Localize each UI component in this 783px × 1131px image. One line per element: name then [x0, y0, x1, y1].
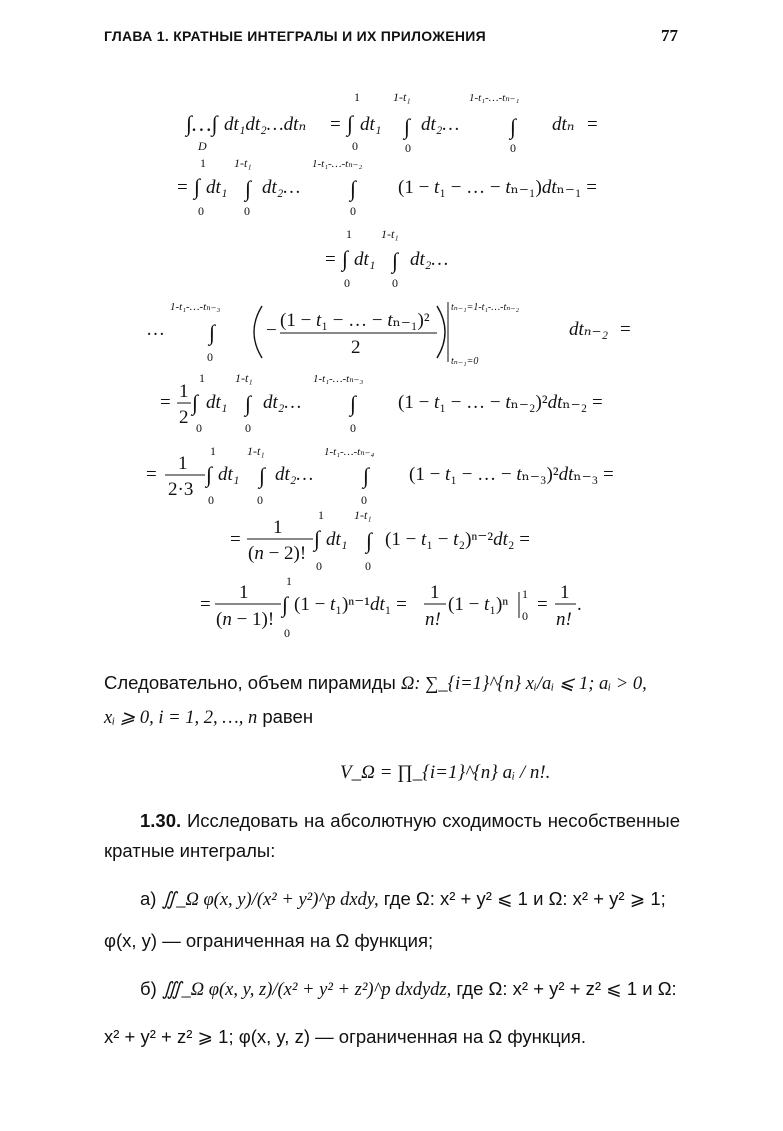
- conclusion-text-c: равен: [262, 706, 314, 727]
- problem-part-a: [104, 884, 680, 915]
- part-a-label: а): [140, 888, 157, 909]
- svg-text:0: 0: [405, 141, 411, 155]
- svg-text:0: 0: [208, 493, 214, 507]
- page-number: 77: [661, 26, 678, 45]
- svg-text:dt₁dt₂…dtₙ: dt₁dt₂…dtₙ: [224, 114, 307, 135]
- problem-part-b: [104, 974, 680, 1005]
- svg-text:dt₁: dt₁: [360, 114, 382, 135]
- svg-text:∫: ∫: [314, 526, 321, 551]
- svg-text:(1 − t₁ − … − tₙ₋₂)²dtₙ₋₂ =: (1 − t₁ − … − tₙ₋₂)²dtₙ₋₂ =: [398, 392, 603, 413]
- svg-text:2: 2: [351, 337, 361, 358]
- svg-text:(n − 1)!: (n − 1)!: [216, 609, 275, 630]
- svg-text:=: =: [325, 249, 336, 270]
- svg-text:1: 1: [318, 508, 324, 522]
- svg-text:tₙ₋₁=0: tₙ₋₁=0: [451, 356, 479, 367]
- svg-text:(1 − t₁)ⁿ: (1 − t₁)ⁿ: [448, 594, 509, 615]
- svg-text:dt₁: dt₁: [354, 249, 376, 270]
- derivation-line-1: [184, 90, 598, 155]
- svg-text:=: =: [587, 114, 598, 135]
- problem-statement: [104, 806, 680, 866]
- svg-text:n!: n!: [556, 609, 572, 630]
- svg-text:1: 1: [286, 574, 292, 588]
- svg-text:1-t₁: 1-t₁: [381, 227, 399, 241]
- svg-text:=: =: [330, 114, 341, 135]
- part-b-label: б): [140, 978, 157, 999]
- svg-text:∫: ∫: [350, 176, 357, 201]
- svg-text:1-t₁: 1-t₁: [235, 371, 253, 385]
- svg-text:1: 1: [239, 582, 249, 603]
- svg-text:dt₁: dt₁: [206, 177, 228, 198]
- svg-text:dt₁: dt₁: [326, 529, 348, 550]
- svg-text:dtₙ₋₂: dtₙ₋₂: [569, 319, 609, 340]
- svg-text:0: 0: [350, 421, 356, 435]
- svg-text:dt₂…: dt₂…: [262, 177, 301, 198]
- svg-text:0: 0: [361, 493, 367, 507]
- derivation-line-3: [325, 227, 448, 290]
- conclusion-text-a: Следовательно, объем пирамиды: [104, 672, 396, 693]
- svg-text:0: 0: [365, 559, 371, 573]
- svg-text:=: =: [537, 594, 548, 615]
- svg-text:∫: ∫: [245, 391, 252, 416]
- svg-text:∫: ∫: [245, 176, 252, 201]
- svg-text:1: 1: [200, 156, 206, 170]
- svg-text:∫: ∫: [404, 114, 411, 139]
- derivation-line-5: [160, 371, 603, 435]
- part-a-domain: где Ω: x² + y² ⩽ 1 и Ω: x² + y² ⩾ 1;: [383, 888, 666, 909]
- svg-text:1: 1: [273, 517, 283, 538]
- svg-text:dt₁: dt₁: [218, 464, 240, 485]
- svg-text:=: =: [146, 464, 157, 485]
- svg-text:2·3: 2·3: [168, 479, 194, 500]
- svg-text:0: 0: [350, 204, 356, 218]
- svg-text:0: 0: [257, 493, 263, 507]
- svg-text:dt₂…: dt₂…: [275, 464, 314, 485]
- svg-text:=: =: [620, 319, 631, 340]
- svg-text:1-t₁: 1-t₁: [393, 90, 411, 104]
- svg-text:∫: ∫: [363, 463, 370, 488]
- svg-text:dt₂…: dt₂…: [421, 114, 460, 135]
- svg-text:(1 − t₁ − … − tₙ₋₃)²dtₙ₋₃ =: (1 − t₁ − … − tₙ₋₃)²dtₙ₋₃ =: [409, 464, 614, 485]
- derivation-line-6: [146, 444, 614, 507]
- svg-text:1-t₁: 1-t₁: [247, 444, 265, 458]
- svg-text:1-t₁-…-tₙ₋₄: 1-t₁-…-tₙ₋₄: [324, 446, 375, 458]
- svg-text:1-t₁-…-tₙ₋₃: 1-t₁-…-tₙ₋₃: [170, 301, 221, 313]
- part-a-note: φ(x, y) — ограниченная на Ω функция;: [104, 930, 434, 951]
- svg-text:tₙ₋₁=1-t₁-…-tₙ₋₂: tₙ₋₁=1-t₁-…-tₙ₋₂: [451, 302, 520, 313]
- svg-text:(1 − t₁)ⁿ⁻¹dt₁ =: (1 − t₁)ⁿ⁻¹dt₁ =: [294, 594, 407, 615]
- svg-text:∫: ∫: [282, 592, 289, 617]
- conclusion-paragraph: [104, 668, 680, 699]
- svg-text:1: 1: [178, 453, 188, 474]
- pyramid-condition: Ω: ∑_{i=1}^{n} xᵢ/aᵢ ⩽ 1; aᵢ > 0,: [400, 674, 647, 694]
- derivation-line-4: [146, 301, 631, 367]
- svg-text:1: 1: [199, 371, 205, 385]
- svg-text:∫…∫: ∫…∫: [186, 111, 218, 136]
- svg-text:1: 1: [210, 444, 216, 458]
- svg-text:D: D: [198, 139, 207, 153]
- svg-text:0: 0: [245, 421, 251, 435]
- part-b-domain: где Ω: x² + y² + z² ⩽ 1 и Ω:: [456, 978, 677, 999]
- svg-text:1: 1: [560, 582, 570, 603]
- svg-text:2: 2: [179, 407, 189, 428]
- conclusion-text-b: xᵢ ⩾ 0, i = 1, 2, …, n: [104, 708, 258, 728]
- part-b-note: x² + y² + z² ⩾ 1; φ(x, y, z) — ограниченная на Ω функция.: [104, 1026, 587, 1047]
- svg-text:∫: ∫: [194, 174, 201, 199]
- svg-text:dt₁: dt₁: [206, 392, 228, 413]
- svg-text:−: −: [266, 320, 277, 341]
- svg-text:=: =: [200, 594, 211, 615]
- svg-text:dtₙ: dtₙ: [552, 114, 575, 135]
- svg-text:0: 0: [522, 609, 528, 623]
- svg-text:1-t₁: 1-t₁: [354, 508, 372, 522]
- svg-text:0: 0: [392, 276, 398, 290]
- svg-text:1: 1: [522, 587, 528, 601]
- svg-text:1: 1: [430, 582, 440, 603]
- svg-text:(1 − t₁ − … − tₙ₋₁)²: (1 − t₁ − … − tₙ₋₁)²: [280, 310, 430, 331]
- svg-text:=: =: [160, 392, 171, 413]
- problem-number: 1.30.: [140, 810, 182, 831]
- svg-text:(1 − t₁ − … − tₙ₋₁)dtₙ₋₁ =: (1 − t₁ − … − tₙ₋₁)dtₙ₋₁ =: [398, 177, 597, 198]
- svg-text:∫: ∫: [366, 528, 373, 553]
- svg-text:.: .: [577, 594, 582, 615]
- part-b-integral: ∭_Ω φ(x, y, z)/(x² + y² + z²)^p dxdydz,: [161, 980, 452, 1000]
- svg-text:1-t₁-…-tₙ₋₁: 1-t₁-…-tₙ₋₁: [469, 92, 520, 104]
- svg-text:=: =: [177, 177, 188, 198]
- svg-text:1: 1: [354, 90, 360, 104]
- svg-text:0: 0: [344, 276, 350, 290]
- svg-text:0: 0: [510, 141, 516, 155]
- svg-text:∫: ∫: [342, 246, 349, 271]
- svg-text:∫: ∫: [206, 462, 213, 487]
- svg-text:0: 0: [284, 626, 290, 640]
- svg-text:∫: ∫: [209, 320, 216, 345]
- svg-text:1: 1: [179, 381, 189, 402]
- svg-text:…: …: [146, 319, 165, 340]
- svg-text:∫: ∫: [347, 111, 354, 136]
- svg-text:∫: ∫: [510, 114, 517, 139]
- svg-text:∫: ∫: [192, 390, 199, 415]
- svg-text:0: 0: [352, 139, 358, 153]
- svg-text:0: 0: [244, 204, 250, 218]
- volume-formula: V_Ω = ∏_{i=1}^{n} aᵢ / n!.: [340, 762, 551, 783]
- problem-text: Исследовать на абсолютную сходимость несобственные кратные интегралы:: [104, 810, 681, 861]
- derivation-line-2: [177, 156, 597, 218]
- svg-text:0: 0: [207, 350, 213, 364]
- svg-text:dt₂…: dt₂…: [410, 249, 449, 270]
- chapter-header: ГЛАВА 1. КРАТНЫЕ ИНТЕГРАЛЫ И ИХ ПРИЛОЖЕНИЯ: [104, 28, 487, 44]
- svg-text:=: =: [230, 529, 241, 550]
- svg-text:0: 0: [198, 204, 204, 218]
- part-a-integral: ∬_Ω φ(x, y)/(x² + y²)^p dxdy,: [161, 890, 379, 910]
- svg-text:0: 0: [316, 559, 322, 573]
- svg-text:∫: ∫: [350, 391, 357, 416]
- derivation-line-7: [230, 508, 530, 573]
- derivation-line-8: [200, 574, 582, 640]
- svg-text:1-t₁: 1-t₁: [234, 156, 252, 170]
- svg-text:(1 − t₁ − t₂)ⁿ⁻²dt₂ =: (1 − t₁ − t₂)ⁿ⁻²dt₂ =: [385, 529, 530, 550]
- svg-text:1-t₁-…-tₙ₋₃: 1-t₁-…-tₙ₋₃: [313, 373, 364, 385]
- svg-text:0: 0: [196, 421, 202, 435]
- conclusion-line-2: [104, 702, 680, 733]
- svg-text:1: 1: [346, 227, 352, 241]
- svg-text:dt₂…: dt₂…: [263, 392, 302, 413]
- svg-text:∫: ∫: [392, 248, 399, 273]
- svg-text:1-t₁-…-tₙ₋₂: 1-t₁-…-tₙ₋₂: [312, 158, 363, 170]
- svg-text:∫: ∫: [259, 463, 266, 488]
- svg-text:n!: n!: [425, 609, 441, 630]
- svg-text:(n − 2)!: (n − 2)!: [248, 543, 307, 564]
